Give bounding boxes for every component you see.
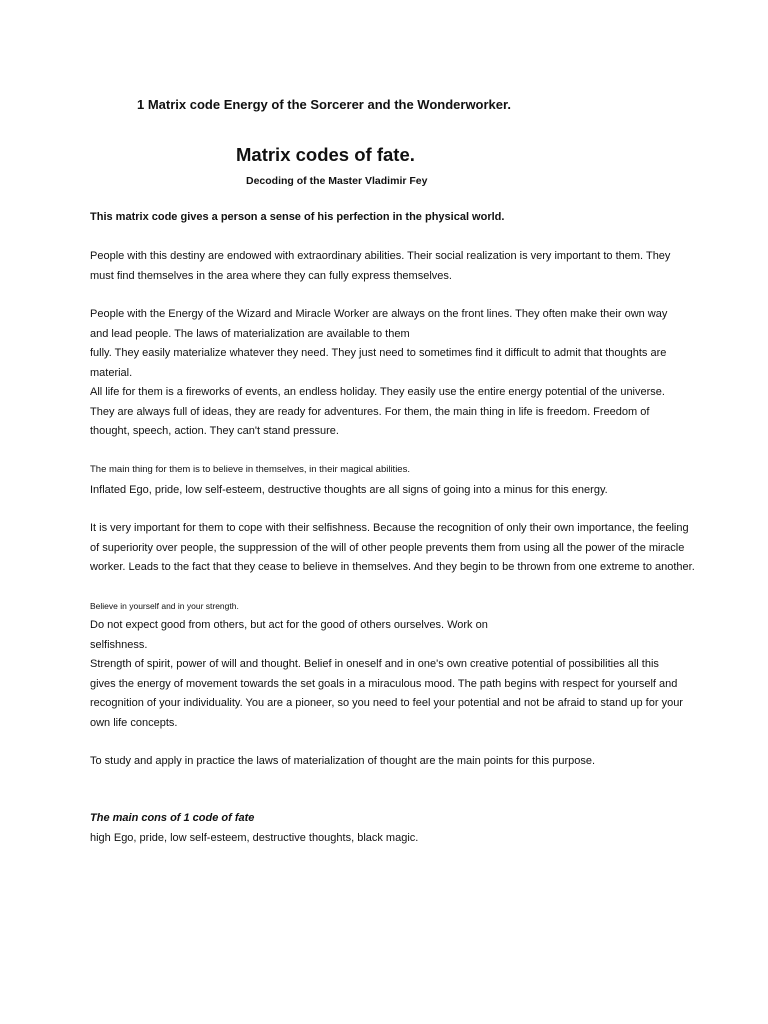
note-believe-in-themselves: The main thing for them is to believe in themselves, in their magical abilities. bbox=[90, 464, 410, 475]
paragraph-line: Strength of spirit, power of will and thought. Belief in oneself and in one's own creative potential of possibilities all this bbox=[90, 658, 659, 670]
note-believe-in-yourself: Believe in yourself and in your strength. bbox=[90, 601, 239, 611]
paragraph-line: They are always full of ideas, they are ready for adventures. For them, the main thing in life is freedom. Freedom of bbox=[90, 405, 650, 418]
paragraph-line: It is very important for them to cope with their selfishness. Because the recognition of only their own importance, the feeling bbox=[90, 522, 689, 534]
paragraph-line: recognition of your individuality. You are a pioneer, so you need to feel your potential and not be afraid to stand up for your bbox=[90, 697, 683, 709]
paragraph-purpose bbox=[90, 752, 730, 772]
document-subtitle: Decoding of the Master Vladimir Fey bbox=[246, 175, 428, 187]
paragraph-line: Inflated Ego, pride, low self-esteem, destructive thoughts are all signs of going into a minus for this energy. bbox=[90, 484, 608, 496]
document-title: Matrix codes of fate. bbox=[236, 144, 415, 165]
document-heading: 1 Matrix code Energy of the Sorcerer and the Wonderworker. bbox=[137, 97, 511, 112]
cons-list: high Ego, pride, low self-esteem, destructive thoughts, black magic. bbox=[90, 832, 419, 844]
paragraph-abilities bbox=[90, 247, 730, 286]
paragraph-line: fully. They easily materialize whatever they need. They just need to sometimes find it difficult to admit that thoughts are bbox=[90, 347, 667, 359]
paragraph-line: People with the Energy of the Wizard and Miracle Worker are always on the front lines. They often make their own way bbox=[90, 308, 668, 320]
paragraph-front-lines bbox=[90, 305, 730, 442]
paragraph-selfishness bbox=[90, 519, 730, 578]
cons-heading: The main cons of 1 code of fate bbox=[90, 812, 255, 824]
paragraph-line: gives the energy of movement towards the set goals in a miraculous mood. The path begins with respect for yourself and bbox=[90, 677, 678, 690]
paragraph-line: People with this destiny are endowed with extraordinary abilities. Their social realization is very important to them. They bbox=[90, 250, 671, 262]
paragraph-line: material. bbox=[90, 366, 133, 379]
paragraph-line: must find themselves in the area where they can fully express themselves. bbox=[90, 269, 452, 282]
paragraph-line: All life for them is a fireworks of events, an endless holiday. They easily use the entire energy potential of the universe. bbox=[90, 386, 665, 398]
lead-statement: This matrix code gives a person a sense of his perfection in the physical world. bbox=[90, 211, 505, 223]
paragraph-line: thought, speech, action. They can't stand pressure. bbox=[90, 425, 339, 437]
paragraph-line: Do not expect good from others, but act for the good of others ourselves. Work on bbox=[90, 619, 488, 631]
paragraph-strength-of-spirit bbox=[90, 616, 730, 733]
paragraph-line: selfishness. bbox=[90, 638, 148, 651]
paragraph-line: worker. Leads to the fact that they cease to believe in themselves. And they begin to be thrown from one extreme to another. bbox=[90, 561, 695, 573]
paragraph-minus-signs bbox=[90, 481, 730, 501]
paragraph-line: of superiority over people, the suppression of the will of other people prevents them from using all the power of the miracle bbox=[90, 541, 685, 554]
paragraph-line: To study and apply in practice the laws of materialization of thought are the main points for this purpose. bbox=[90, 755, 596, 767]
paragraph-line: own life concepts. bbox=[90, 716, 178, 729]
paragraph-line: and lead people. The laws of materialization are available to them bbox=[90, 327, 410, 340]
